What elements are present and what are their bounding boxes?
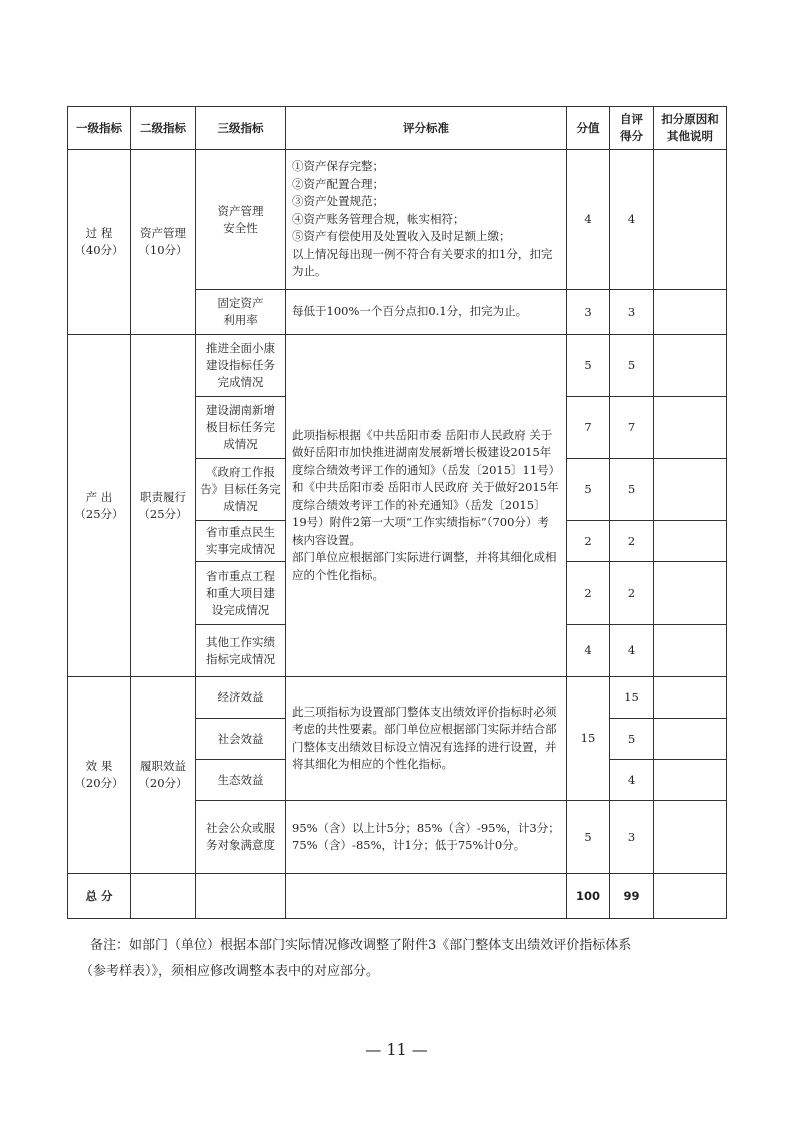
level3-cell: 资产管理 安全性 bbox=[196, 150, 286, 290]
table-row bbox=[68, 150, 727, 290]
self-score-cell: 3 bbox=[610, 290, 654, 335]
self-score-cell: 4 bbox=[610, 625, 654, 677]
level3-cell: 《政府工作报 告》目标任务完 成情况 bbox=[196, 459, 286, 521]
header-criteria: 评分标准 bbox=[286, 107, 567, 150]
footnote-line1: 备注：如部门（单位）根据本部门实际情况修改调整了附件3《部门整体支出绩效评价指标体系 bbox=[90, 938, 632, 953]
criteria-cell: ①资产保存完整； ②资产配置合理； ③资产处置规范； ④资产账务管理合规，帐实相符； ⑤资产有偿使用及处置收入及时足额上缴； 以上情况每出现一例不符合有关要求的扣1分，扣完为止。 bbox=[286, 150, 567, 290]
remarks-cell bbox=[654, 397, 727, 459]
score-cell: 5 bbox=[567, 459, 610, 521]
criteria-cell: 95%（含）以上计5分；85%（含）-95%，计3分；75%（含）-85%，计1分；低于75%计0分。 bbox=[286, 801, 567, 874]
level3-cell: 生态效益 bbox=[196, 760, 286, 801]
level1-cell: 产 出 （25分） bbox=[68, 335, 131, 677]
score-cell: 15 bbox=[567, 677, 610, 801]
remarks-cell bbox=[654, 290, 727, 335]
level3-cell: 固定资产 利用率 bbox=[196, 290, 286, 335]
level3-cell: 推进全面小康 建设指标任务 完成情况 bbox=[196, 335, 286, 397]
header-score: 分值 bbox=[567, 107, 610, 150]
header-row bbox=[68, 107, 727, 150]
header-remarks: 扣分原因和 其他说明 bbox=[654, 107, 727, 150]
level1-cell: 效 果 （20分） bbox=[68, 677, 131, 874]
self-score-cell: 5 bbox=[610, 335, 654, 397]
footnote-line2: （参考样表）》，须相应修改调整本表中的对应部分。 bbox=[80, 964, 380, 979]
total-label: 总 分 bbox=[68, 874, 131, 919]
table-row bbox=[68, 335, 727, 397]
remarks-cell bbox=[654, 459, 727, 521]
self-score-cell: 7 bbox=[610, 397, 654, 459]
self-score-cell: 5 bbox=[610, 459, 654, 521]
page-number: — 11 — bbox=[365, 1040, 428, 1059]
empty-cell bbox=[196, 874, 286, 919]
score-cell: 4 bbox=[567, 150, 610, 290]
footnote bbox=[80, 933, 730, 985]
total-self-score: 99 bbox=[610, 874, 654, 919]
self-score-cell: 4 bbox=[610, 760, 654, 801]
score-cell: 3 bbox=[567, 290, 610, 335]
level3-cell: 社会公众或服 务对象满意度 bbox=[196, 801, 286, 874]
self-score-cell: 3 bbox=[610, 801, 654, 874]
remarks-cell bbox=[654, 760, 727, 801]
level3-cell: 省市重点民生 实事完成情况 bbox=[196, 521, 286, 562]
remarks-cell bbox=[654, 719, 727, 760]
criteria-cell: 此三项指标为设置部门整体支出绩效评价指标时必须考虑的共性要素。部门单位应根据部门实际并结合部门整体支出绩效目标设立情况有选择的进行设置，并将其细化为相应的个性化指标。 bbox=[286, 677, 567, 801]
score-cell: 2 bbox=[567, 521, 610, 562]
table-row bbox=[68, 677, 727, 719]
empty-cell bbox=[131, 874, 196, 919]
level2-cell: 职责履行 （25分） bbox=[131, 335, 196, 677]
header-level3: 三级指标 bbox=[196, 107, 286, 150]
header-level2: 二级指标 bbox=[131, 107, 196, 150]
score-cell: 4 bbox=[567, 625, 610, 677]
score-cell: 5 bbox=[567, 335, 610, 397]
level3-cell: 建设湖南新增 极目标任务完 成情况 bbox=[196, 397, 286, 459]
level3-cell: 社会效益 bbox=[196, 719, 286, 760]
self-score-cell: 4 bbox=[610, 150, 654, 290]
evaluation-table bbox=[67, 106, 727, 919]
criteria-cell: 每低于100%一个百分点扣0.1分，扣完为止。 bbox=[286, 290, 567, 335]
score-cell: 2 bbox=[567, 562, 610, 625]
level3-cell: 其他工作实绩 指标完成情况 bbox=[196, 625, 286, 677]
score-cell: 7 bbox=[567, 397, 610, 459]
remarks-cell bbox=[654, 521, 727, 562]
empty-cell bbox=[286, 874, 567, 919]
remarks-cell bbox=[654, 625, 727, 677]
self-score-cell: 5 bbox=[610, 719, 654, 760]
self-score-cell: 2 bbox=[610, 521, 654, 562]
level3-cell: 省市重点工程 和重大项目建 设完成情况 bbox=[196, 562, 286, 625]
level3-cell: 经济效益 bbox=[196, 677, 286, 719]
criteria-cell: 此项指标根据《中共岳阳市委 岳阳市人民政府 关于做好岳阳市加快推进湖南发展新增长极建设2015年度综合绩效考评工作的通知》（岳发〔2015〕11号）和《中共岳阳市委 岳阳市人民政府 关于做好2015年度综合绩效考评工作的补充通知》（岳发〔2015〕19号）附件2第一大项“工作实绩指标”（700分）考核内容设置。 部门单位应根据部门实际进行调整，并将其细化成相应的个性化指标。 bbox=[286, 335, 567, 677]
total-score: 100 bbox=[567, 874, 610, 919]
total-row bbox=[68, 874, 727, 919]
remarks-cell bbox=[654, 562, 727, 625]
level2-cell: 资产管理 （10分） bbox=[131, 150, 196, 335]
header-level1: 一级指标 bbox=[68, 107, 131, 150]
header-self-score: 自评 得分 bbox=[610, 107, 654, 150]
self-score-cell: 15 bbox=[610, 677, 654, 719]
remarks-cell bbox=[654, 677, 727, 719]
self-score-cell: 2 bbox=[610, 562, 654, 625]
score-cell: 5 bbox=[567, 801, 610, 874]
remarks-cell bbox=[654, 801, 727, 874]
level1-cell: 过 程 （40分） bbox=[68, 150, 131, 335]
remarks-cell bbox=[654, 335, 727, 397]
remarks-cell bbox=[654, 150, 727, 290]
level2-cell: 履职效益 （20分） bbox=[131, 677, 196, 874]
empty-cell bbox=[654, 874, 727, 919]
